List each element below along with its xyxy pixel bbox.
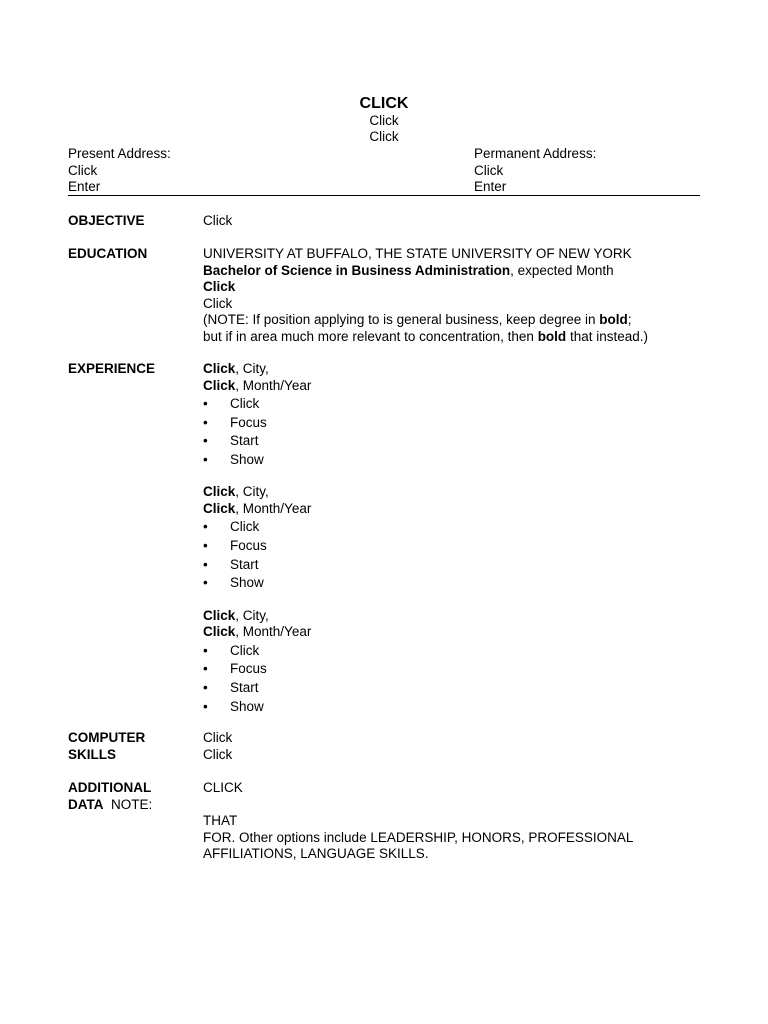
degree-expected: , expected Month [510, 262, 614, 278]
bullet-icon: • [203, 556, 208, 572]
bullet-text: Focus [230, 537, 267, 553]
bullet-text: Click [230, 519, 260, 535]
list-item [203, 679, 708, 698]
additional-label-line-2 [68, 797, 198, 814]
job-dates: , Month/Year [235, 624, 312, 640]
bullet-icon: • [203, 575, 208, 591]
job-title: Click [203, 361, 236, 376]
header-line-1: Click [369, 113, 399, 128]
job-org: Click [203, 377, 236, 393]
computer-skills-label-line-1: COMPUTER [68, 730, 146, 745]
bullet-icon: • [203, 396, 208, 411]
job-entry [203, 484, 708, 592]
objective-text: Click [203, 213, 233, 228]
list-item [203, 414, 708, 433]
list-item [203, 432, 708, 451]
job-org: Click [203, 500, 236, 516]
permanent-address [474, 146, 596, 196]
bullet-icon: • [203, 679, 208, 695]
education-note-line-1 [203, 312, 708, 329]
bullet-text: Start [230, 433, 259, 449]
job-title: Click [203, 484, 236, 500]
list-item [203, 642, 708, 661]
job-entry [203, 608, 708, 716]
list-item [203, 660, 708, 679]
list-item [203, 451, 708, 470]
job-bullet-list [203, 518, 708, 592]
list-item [203, 537, 708, 556]
degree-name: Bachelor of Science in Business Administration [203, 262, 511, 278]
additional-data-label [68, 780, 198, 813]
job-title: Click [203, 607, 236, 623]
job-location: , City, [235, 607, 269, 623]
additional-line-1: CLICK [203, 780, 243, 795]
additional-line-4: AFFILIATIONS, LANGUAGE SKILLS. [203, 846, 429, 861]
job-location: , City, [235, 484, 269, 500]
job-bullet-list [203, 395, 708, 469]
job-dates: , Month/Year [235, 377, 312, 393]
permanent-address-line-1: Click [474, 162, 504, 178]
list-item [203, 395, 708, 414]
additional-label-line-1: ADDITIONAL [68, 780, 152, 795]
list-item [203, 574, 708, 593]
applicant-name: CLICK [359, 95, 409, 112]
bullet-text: Click [230, 396, 260, 411]
education-line-4: Click [203, 295, 233, 311]
note-text-c: but if in area much more relevant to concentration, then [203, 328, 538, 344]
bullet-text: Show [230, 575, 264, 591]
bullet-icon: • [203, 414, 208, 430]
present-address [68, 146, 171, 196]
school-name: UNIVERSITY AT BUFFALO, THE STATE UNIVERSITY OF NEW YORK [203, 246, 632, 261]
additional-label-data: DATA [68, 796, 104, 812]
job-title-line [203, 361, 708, 378]
bullet-text: Show [230, 451, 264, 467]
present-address-line-1: Click [68, 162, 98, 178]
job-entry [203, 361, 708, 469]
job-title-line [203, 484, 708, 501]
additional-label-note: NOTE: [111, 796, 153, 812]
bullet-icon: • [203, 642, 208, 658]
additional-data-content [203, 780, 708, 863]
job-org-line [203, 501, 708, 518]
bullet-text: Start [230, 679, 259, 695]
job-org-line [203, 378, 708, 395]
education-note-line-2 [203, 329, 708, 346]
note-bold-2: bold [537, 328, 567, 344]
computer-skills-label-line-2: SKILLS [68, 746, 117, 762]
additional-line-3: FOR. Other options include LEADERSHIP, HONORS, PROFESSIONAL [203, 829, 634, 845]
bullet-icon: • [203, 698, 208, 714]
note-text-d: that instead.) [566, 328, 648, 344]
header-line-2: Click [369, 128, 399, 144]
degree-line [203, 263, 708, 280]
bullet-icon: • [203, 519, 208, 535]
bullet-icon: • [203, 661, 208, 677]
bullet-icon: • [203, 451, 208, 467]
list-item [203, 698, 708, 717]
bullet-icon: • [203, 433, 208, 449]
job-org: Click [203, 624, 236, 640]
present-address-label: Present Address: [68, 146, 171, 161]
permanent-address-line-2: Enter [474, 179, 507, 195]
job-title-line [203, 608, 708, 625]
bullet-text: Focus [230, 414, 267, 430]
list-item [203, 518, 708, 537]
bullet-text: Show [230, 698, 264, 714]
computer-skills-line-1: Click [203, 730, 233, 745]
job-dates: , Month/Year [235, 500, 312, 516]
additional-line-2: THAT [203, 813, 238, 828]
present-address-line-2: Enter [68, 179, 101, 195]
job-location: , City, [235, 361, 269, 376]
experience-content [203, 361, 708, 716]
note-bold-1: bold [599, 312, 628, 327]
computer-skills-content [203, 730, 708, 763]
bullet-text: Focus [230, 661, 267, 677]
objective-label: OBJECTIVE [68, 213, 145, 228]
list-item [203, 556, 708, 575]
job-bullet-list [203, 642, 708, 716]
note-text-b: ; [627, 312, 632, 327]
bullet-text: Start [230, 556, 259, 572]
computer-skills-line-2: Click [203, 746, 233, 762]
permanent-address-label: Permanent Address: [474, 146, 597, 161]
job-org-line [203, 624, 708, 641]
bullet-text: Click [230, 642, 260, 658]
education-line-3: Click [203, 279, 236, 294]
education-content [203, 246, 708, 345]
resume-header [0, 94, 768, 144]
header-divider [68, 195, 700, 196]
computer-skills-label [68, 730, 198, 763]
experience-label: EXPERIENCE [68, 361, 156, 376]
bullet-icon: • [203, 537, 208, 553]
note-text-a: (NOTE: If position applying to is general business, keep degree in [203, 312, 600, 327]
education-label: EDUCATION [68, 246, 148, 261]
